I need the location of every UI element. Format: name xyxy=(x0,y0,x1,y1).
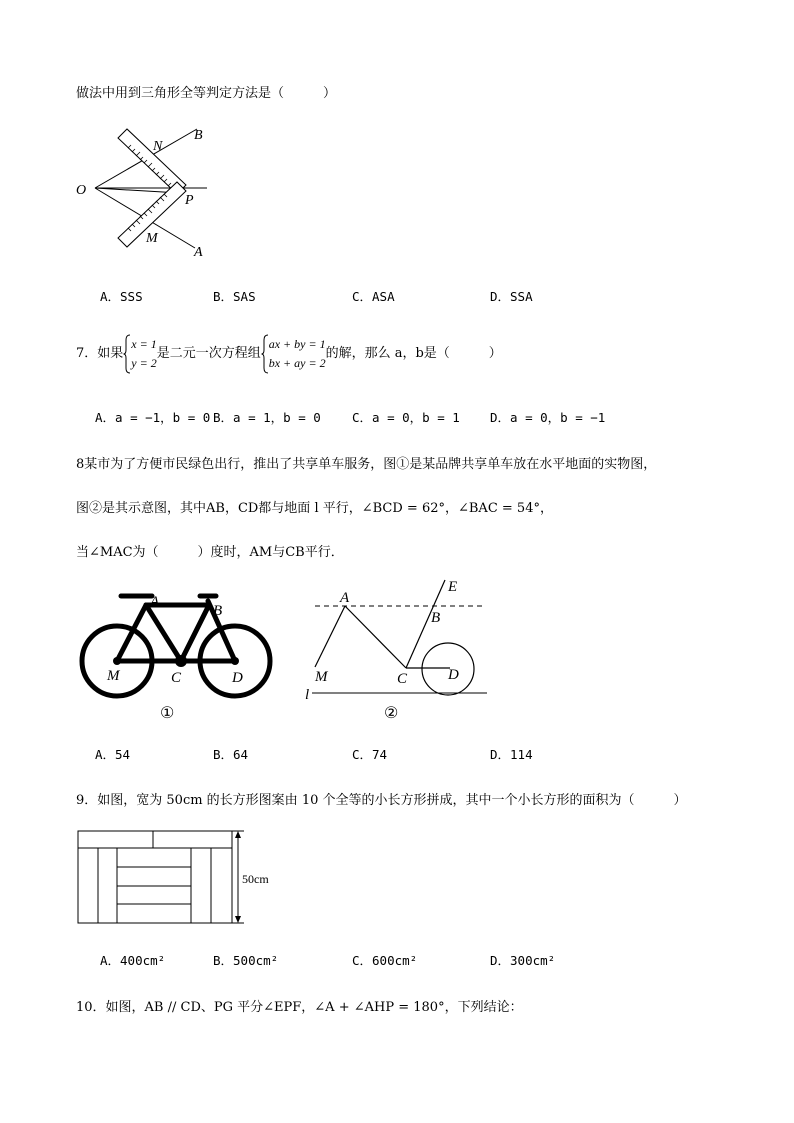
bike-label-C: C xyxy=(171,670,182,686)
schema-label-B: B xyxy=(431,610,441,626)
schema-caption: ② xyxy=(384,705,399,722)
q9-option-a: A．400cm² xyxy=(100,953,166,968)
bike-caption: ① xyxy=(160,705,175,722)
q7-option-b: B．a = 1，b = 0 xyxy=(213,410,321,425)
q7-option-d: D．a = 0，b = −1 xyxy=(490,410,606,425)
q6-option-d: D．SSA xyxy=(490,289,533,304)
bike-label-M: M xyxy=(107,668,120,684)
q7-prefix: 7．如果 xyxy=(76,346,124,361)
q7-suffix: 的解，那么 a，b是（ ） xyxy=(325,346,502,361)
label-B: B xyxy=(194,128,203,143)
bike-label-B: B xyxy=(213,603,223,619)
bike-label-A: A xyxy=(150,594,160,610)
label-N: N xyxy=(153,139,163,154)
q8-schematic-figure xyxy=(300,575,495,725)
q8-option-a: A．54 xyxy=(95,747,131,762)
q10-question: 10．如图，AB // CD、PG 平分∠EPF，∠A + ∠AHP = 180°，下列结论： xyxy=(76,1000,523,1015)
brace-icon xyxy=(261,334,269,374)
dimension-label: 50cm xyxy=(242,872,269,886)
q8-line-1: 8某市为了方便市民绿色出行，推出了共享单车服务，图①是某品牌共享单车放在水平地面的实物图， xyxy=(76,457,657,472)
label-P: P xyxy=(185,193,194,208)
q6-option-b: B．SAS xyxy=(213,289,256,304)
schema-label-C: C xyxy=(397,671,408,687)
q7-system-2: ax + by = 1 bx + ay = 2 xyxy=(268,336,326,370)
schema-label-E: E xyxy=(448,579,458,595)
q6-option-a: A．SSS xyxy=(100,289,143,304)
q8-option-c: C．74 xyxy=(352,747,388,762)
q7-mid: 是二元一次方程组 xyxy=(156,346,261,361)
q6-figure xyxy=(70,120,220,265)
q9-option-d: D．300cm² xyxy=(490,953,556,968)
q9-option-c: C．600cm² xyxy=(352,953,418,968)
q6-option-c: C．ASA xyxy=(352,289,395,304)
label-A: A xyxy=(194,245,203,260)
q7-system-1: x = 1 y = 2 xyxy=(131,336,157,370)
q6-question-tail: 做法中用到三角形全等判定方法是（ ） xyxy=(76,86,337,101)
q8-line-3: 当∠MAC为（ ）度时，AM与CB平行． xyxy=(76,545,344,560)
schema-label-M: M xyxy=(315,669,328,685)
schema-label-A: A xyxy=(340,590,350,606)
schema-label-D: D xyxy=(448,667,459,683)
q7-option-a: A．a = −1，b = 0 xyxy=(95,410,211,425)
q8-option-d: D．114 xyxy=(490,747,533,762)
q8-option-b: B．64 xyxy=(213,747,249,762)
q8-line-2: 图②是其示意图，其中AB，CD都与地面 l 平行，∠BCD = 62°，∠BAC = 54°， xyxy=(76,501,553,516)
q9-option-b: B．500cm² xyxy=(213,953,279,968)
q7-question xyxy=(76,333,502,375)
label-O: O xyxy=(76,183,87,198)
q9-rectangle-figure xyxy=(74,828,284,928)
label-M: M xyxy=(146,231,158,246)
q7-option-c: C．a = 0，b = 1 xyxy=(352,410,460,425)
bike-label-D: D xyxy=(232,670,243,686)
q9-question: 9．如图，宽为 50cm 的长方形图案由 10 个全等的小长方形拼成，其中一个小长方形的面积为（ ） xyxy=(76,793,687,808)
schema-label-l: l xyxy=(305,687,310,703)
q8-bicycle-figure xyxy=(74,585,279,725)
